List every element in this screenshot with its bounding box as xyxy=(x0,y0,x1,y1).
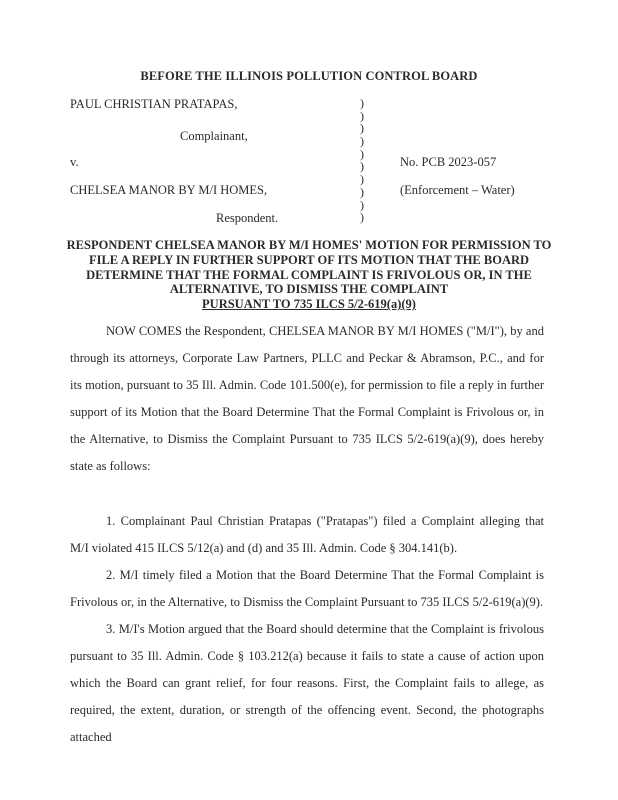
title-line: RESPONDENT CHELSEA MANOR BY M/I HOMES' MOTION FOR PERMISSION TO xyxy=(66,238,552,252)
court-heading: BEFORE THE ILLINOIS POLLUTION CONTROL BOARD xyxy=(140,69,478,83)
bracket: ) xyxy=(360,159,364,174)
title-line: FILE A REPLY IN FURTHER SUPPORT OF ITS MOTION THAT THE BOARD xyxy=(88,252,530,267)
title-line: DETERMINE THAT THE FORMAL COMPLAINT IS FRIVOLOUS OR, IN THE xyxy=(86,267,532,282)
bracket: ) xyxy=(360,184,364,199)
bracket: ) xyxy=(360,108,364,123)
respondent-name: CHELSEA MANOR BY M/I HOMES, xyxy=(70,183,268,197)
bracket: ) xyxy=(360,197,364,212)
bracket: ) xyxy=(360,121,364,136)
caption-brackets xyxy=(360,97,372,224)
case-number: No. PCB 2023-057 xyxy=(400,155,497,169)
intro-paragraph: NOW COMES the Respondent, CHELSEA MANOR BY M/I HOMES ("M/I"), by and through its attorneys, Corporate Law Partners, PLLC and Peckar & Abramson, P.C., and for its motion, pursuant to 35 Ill. Admin. Code 101.500(e), for permission to file a reply in further support of its Motion that the Board Determine That the Formal Complaint is Frivolous or, in the Alternative, to Dismiss the Complaint Pursuant to 735 ILCS 5/2-619(a)(9), does hereby state as follows: xyxy=(70,324,544,473)
complainant-role: Complainant, xyxy=(180,129,248,143)
motion-title xyxy=(60,238,558,312)
case-caption xyxy=(70,97,570,225)
bracket: ) xyxy=(360,96,364,110)
paragraph-1: 1. Complainant Paul Christian Pratapas ("Pratapas") filed a Complaint alleging that M/I violated 415 ILCS 5/12(a) and (d) and 35 Ill. Admin. Code § 304.141(b). xyxy=(70,514,544,555)
title-line-underlined: PURSUANT TO 735 ILCS 5/2-619(a)(9) xyxy=(202,297,416,312)
bracket: ) xyxy=(360,172,364,187)
bracket: ) xyxy=(360,210,364,225)
complainant-name: PAUL CHRISTIAN PRATAPAS, xyxy=(70,97,238,111)
paragraph-3: 3. M/I's Motion argued that the Board should determine that the Complaint is frivolous pursuant to 35 Ill. Admin. Code § 103.212(a) because it fails to state a cause of action upon which the Board can grant relief, for four reasons. First, the Complaint fails to allege, as required, the extent, duration, or strength of the offencing event. Second, the photographs attached xyxy=(70,622,544,744)
case-type: (Enforcement – Water) xyxy=(400,183,515,197)
paragraph-2: 2. M/I timely filed a Motion that the Board Determine That the Formal Complaint is Frivolous or, in the Alternative, to Dismiss the Complaint Pursuant to 735 ILCS 5/2-619(a)(9). xyxy=(70,568,544,609)
versus: v. xyxy=(70,155,79,169)
title-line: ALTERNATIVE, TO DISMISS THE COMPLAINT xyxy=(169,282,449,297)
bracket: ) xyxy=(360,146,364,161)
respondent-role: Respondent. xyxy=(216,211,279,225)
bracket: ) xyxy=(360,134,364,149)
